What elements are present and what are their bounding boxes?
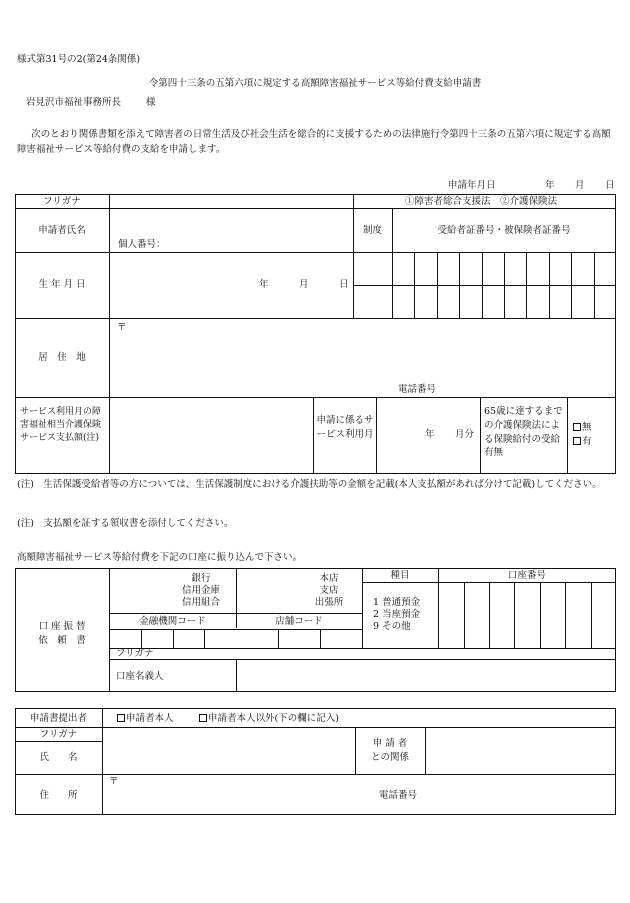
- individual-number-label: 個人番号：: [118, 239, 166, 250]
- branch-type-0: 本店: [319, 573, 339, 584]
- kind-0: 1 普通預金: [373, 597, 421, 608]
- checkbox-yes[interactable]: [573, 437, 581, 445]
- kind-label: 種目: [390, 570, 410, 581]
- note-1: (注) 生活保護受給者等の方については、生活保護制度における介護扶助等の金額を記載(本人支払額があれば分けて記載)してください。: [17, 479, 602, 490]
- system-label: 制度: [362, 225, 382, 236]
- birth-year: 年: [259, 279, 269, 290]
- submitter-address-label: 住 所: [39, 790, 78, 801]
- addressee: 岩見沢市福祉事務所長: [26, 97, 122, 108]
- service-month-unit: 月分: [455, 429, 475, 440]
- intro-paragraph: 次のとおり関係書類を添えて障害者の日常生活及び社会生活を総合的に支援するための法律施行令第四十三条の五第六項に規定する高額障害福祉サービス等給付費の支給を申請します。: [17, 129, 611, 155]
- option-yes[interactable]: 有: [573, 437, 592, 447]
- system-options: ①障害者総合支援法 ②介護保険法: [405, 196, 558, 207]
- date-month: 月: [575, 180, 585, 191]
- branch-type-1: 支店: [319, 585, 339, 596]
- applicant-name-label: 申請者氏名: [38, 225, 86, 236]
- submitter-name-label: 氏 名: [39, 752, 78, 763]
- applicant-furigana-label: フリガナ: [43, 196, 81, 207]
- institution-code-label: 金融機関コード: [139, 616, 206, 627]
- date-year: 年: [545, 180, 555, 191]
- option-no[interactable]: 無: [573, 423, 592, 433]
- kind-1: 2 当座預金: [373, 609, 421, 620]
- service-payment-label: サービス利用月の障害福祉相当介護保険サービス支払額(注): [20, 407, 102, 444]
- submitter-option-other[interactable]: 申請者本人以外(下の欄に記入): [199, 714, 339, 724]
- form-title: 令第四十三条の五第六項に規定する高額障害福祉サービス等給付費支給申請書: [148, 78, 482, 89]
- date-day: 日: [605, 180, 615, 191]
- phone-label: 電話番号: [398, 384, 437, 395]
- service-year: 年: [425, 429, 435, 440]
- bank-intro: 高額障害福祉サービス等給付費を下記の口座に振り込んで下さい。: [17, 552, 303, 563]
- checkbox-other[interactable]: [199, 714, 207, 722]
- submitter-postal-mark: 〒: [109, 776, 119, 787]
- bank-type-0: 銀行: [191, 573, 211, 584]
- honorific: 様: [146, 97, 156, 108]
- account-number-label: 口座番号: [507, 570, 546, 581]
- kind-2: 9 その他: [373, 621, 411, 632]
- address-label: 居 住 地: [38, 352, 86, 363]
- service-use-label: 申請に係るサービス利用月: [316, 415, 374, 440]
- checkbox-self[interactable]: [117, 714, 125, 722]
- submitter-phone-label: 電話番号: [379, 790, 418, 801]
- submitter-label: 申請書提出者: [29, 713, 87, 724]
- age65-label: 65歳に達するまでの介護保険法による保険給付の受給有無: [484, 406, 563, 459]
- relation-label-1: 申 請 者: [372, 738, 408, 749]
- branch-code-label: 店舗コード: [275, 616, 323, 627]
- relation-label-2: との関係: [370, 752, 409, 763]
- bank-section-label-2: 依 頼 書: [38, 635, 86, 646]
- bank-type-2: 信用組合: [181, 597, 220, 608]
- submitter-table: [15, 708, 616, 815]
- address-postal-mark: 〒: [117, 322, 127, 333]
- form-number: 様式第31号の2(第24条関係): [17, 54, 141, 65]
- bank-furigana-label: フリガナ: [116, 648, 154, 659]
- cert-number-label: 受給者証番号・被保険者証番号: [437, 225, 571, 236]
- branch-type-2: 出張所: [314, 597, 344, 608]
- submitter-option-self[interactable]: 申請者本人: [117, 714, 174, 724]
- bank-type-1: 信用金庫: [181, 585, 220, 596]
- checkbox-no[interactable]: [573, 423, 581, 431]
- date-label: 申請年月日: [448, 180, 496, 191]
- note-2: (注) 支払額を証する領収書を添付してください。: [17, 518, 234, 529]
- birth-label: 生 年 月 日: [38, 279, 86, 290]
- birth-month: 月: [299, 279, 309, 290]
- holder-label: 口座名義人: [116, 671, 164, 682]
- birth-day: 日: [339, 279, 349, 290]
- bank-section-label-1: 口 座 振 替: [38, 621, 86, 632]
- submitter-furigana-label: フリガナ: [39, 729, 78, 740]
